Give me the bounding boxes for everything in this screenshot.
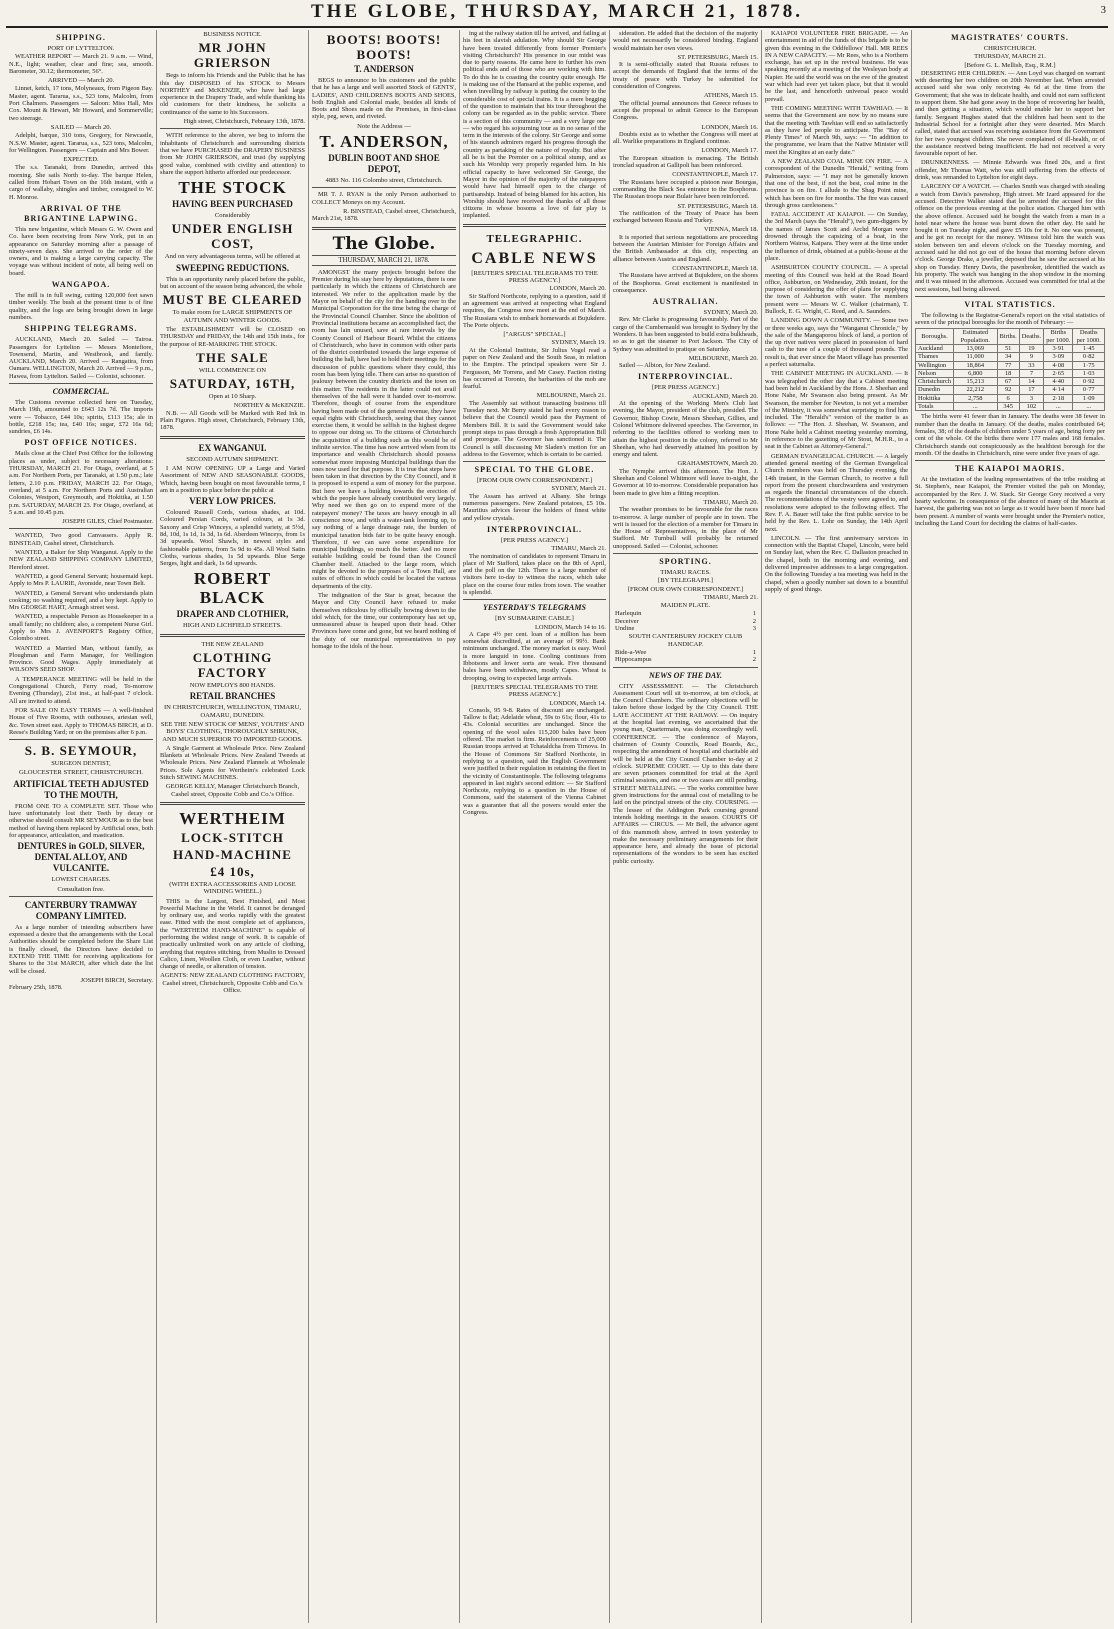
sailed-heading: SAILED — March 20.: [50, 123, 112, 131]
table-cell: 0·82: [1073, 353, 1105, 361]
table-cell: 18: [997, 369, 1019, 377]
dublin-address: 4883 No. 116 Colombo street, Christchurch.: [325, 177, 443, 185]
grierson-address: High street, Christchurch, February 13th, 1878.: [183, 118, 305, 126]
commercial-text: The Customs revenue collected here on Tuesday, March 19th, amounted to £643 12s 7d. The imports were — Tobacco, £44 10s; spirits, £113 15s; ale in bottle, £218 15s; tea, £40 16s; sugar, £72 16s 6d; sundries, £6 14s.: [9, 398, 153, 436]
maiden-plate-results: [613, 610, 758, 632]
wertheim-agents: AGENTS: NEW ZEALAND CLOTHING FACTORY, Cashel street, Christchurch, Opposite Cobb and Co.'s Office.: [160, 972, 305, 995]
post-office-text: Mails close at the Chief Post Office for the following places as under, subject to necessary alterations: THURSDAY, MARCH 21. For Otago, overland, at 5 a.m. For Northern Ports, per Taranaki, at 1.50 p.m.; late letters, 2.10 p.m. FRIDAY, MARCH 22. For Otago, overland, at 5 a.m. For Northern Ports and Australian Colonies, Westport, Greymouth, and Hokitika, at 1.50 p.m. SATURDAY, MARCH 23. For Otago, overland, at 5 a.m. and 10.45 p.m.: [9, 450, 153, 516]
shipping-telegrams-heading: SHIPPING TELEGRAMS.: [24, 324, 138, 334]
cable-item: The Russians have arrived at Bujukdere, on the shores of the Bosphorus. Great excitement is manifested in consequence.: [613, 272, 758, 294]
page-number: 3: [1100, 4, 1106, 16]
stock-heading: THE STOCK: [178, 178, 287, 198]
horse-name: Bide-a-Wee: [615, 648, 647, 656]
column-1: [6, 30, 156, 1623]
table-cell: 22,212: [954, 386, 998, 394]
cable-item: The ratification of the Treaty of Peace has been exchanged between Russia and Turkey.: [613, 209, 758, 225]
table-cell: 11,000: [954, 353, 998, 361]
divider: [9, 528, 153, 529]
dateline: ST. PETERSBURG, March 15.: [677, 53, 758, 61]
cable-item: The Russians have occupied a pistoon near Bourgas, commanding the Black Sea entrance to the Bosphorus. The Russian troops near Bulair have been reinforced.: [613, 178, 758, 201]
table-cell: 77: [997, 361, 1019, 369]
table-cell: 6: [997, 394, 1019, 402]
table-cell: 3·91: [1044, 344, 1073, 352]
column-header: Deaths.: [1019, 329, 1043, 345]
classified-ad: WANTED a Married Man, without family, as Ploughman and Farm Manager, for Wellington Province. Good Wages. Apply immediately at WILSON'S SEED SHOP.: [9, 644, 153, 674]
stock-considerably: Considerably: [214, 212, 251, 220]
table-cell: 15,213: [954, 378, 998, 386]
vital-statistics-heading: VITAL STATISTICS.: [964, 299, 1056, 309]
placing: 1: [752, 610, 756, 618]
dateline-london-2: LONDON, March 14 to 16.: [535, 623, 606, 631]
post-office-heading: POST OFFICE NOTICES.: [24, 438, 138, 448]
table-cell: 1·03: [1073, 369, 1105, 377]
divider: [160, 634, 305, 637]
kaiapoi-heading: THE KAIAPOI MAORIS.: [955, 464, 1065, 474]
sweeping-reductions: SWEEPING REDUCTIONS.: [175, 262, 290, 273]
sale-heading: THE SALE: [196, 349, 269, 365]
very-low-prices: VERY LOW PRICES.: [189, 496, 276, 507]
dateline: SYDNEY, March 20.: [703, 309, 758, 317]
table-row: [916, 394, 1105, 402]
expected-heading: EXPECTED.: [63, 156, 99, 164]
wangapoa-heading: WANGAPOA.: [51, 280, 111, 290]
horse-name: Hippocampus: [615, 656, 652, 664]
dublin-depot: DUBLIN BOOT AND SHOE DEPOT,: [328, 153, 440, 175]
seymour-consult: Consultation free.: [57, 885, 105, 893]
editorial-dateline: THURSDAY, MARCH 21, 1878.: [312, 255, 456, 266]
anderson-name: T. ANDERSON: [354, 64, 414, 74]
cable-item: It is reported that serious negotiations are proceeding between the Austrian Minister for Foreign Affairs and the British Ambassador at this city, respecting an alliance between Austria and England.: [613, 233, 758, 263]
nz-clothing-see: SEE THE NEW STOCK OF MENS', YOUTHS' AND BOYS' CLOTHING, THOROUGHLY SHRUNK, AND MUCH SUPERIOR TO IMPORTED GOODS.: [160, 720, 305, 743]
note-address: Note the Address —: [357, 122, 411, 130]
robert-black-address: HIGH AND LICHFIELD STREETS.: [183, 622, 282, 630]
result-row: [613, 656, 758, 663]
court-before: [Before G. L. Mellish, Esq., R.M.]: [964, 61, 1056, 69]
christchurch-heading: CHRISTCHURCH.: [983, 45, 1037, 52]
horse-name: Deceiver: [615, 617, 639, 625]
dateline: ST. PETERSBURG, March 18.: [677, 202, 758, 210]
dateline: CONSTANTINOPLE, March 17.: [672, 171, 758, 179]
australian-text: Rev. Mr Clarke is progressing favourably. Part of the cargo of the Cumbemauld was brought to Sydney by the Wonders. It has been suggested to build extra bulkheads, so as to get the steamer to Port Jackson. The City of Sydney was admitted to pratique on Saturday.: [613, 316, 759, 353]
table-cell: 3·09: [1044, 353, 1073, 361]
column-5: [609, 30, 761, 1623]
seymour-charges: LOWEST CHARGES.: [51, 876, 111, 884]
seymour-heading: ARTIFICIAL TEETH ADJUSTED TO THE MOUTH,: [13, 778, 149, 800]
sale-signature: NORTHEY & McKENZIE.: [233, 402, 305, 410]
divider: [9, 739, 153, 740]
table-cell: Auckland: [916, 344, 954, 352]
wertheim-text: THIS is the Largest, Best Finished, and Most Powerful Machine in the World. It cannot be deranged by ordinary use, and works rapidly with the greatest ease. Fitted with the most complete set of appliances, the "WERTHEIM HAND-MACHINE" is capable of performing the widest range of work. It is capable of practically unlimited work on any article of clothing, anything that requires stitching, from Muslin to Dressed Calico, Linen, Woollen Cloth, or even Leather, without change of needle, or alteration of tension.: [160, 897, 305, 971]
divider: [160, 802, 305, 805]
divider: [915, 460, 1105, 461]
table-cell: 34: [997, 353, 1019, 361]
divider: [9, 896, 153, 897]
divider: [463, 224, 606, 227]
port-heading: PORT OF LYTTELTON.: [47, 45, 115, 52]
magistrates-heading: MAGISTRATES' COURTS.: [951, 33, 1069, 42]
table-row: [916, 361, 1105, 369]
argus-note: ["ARGUS" SPECIAL.]: [503, 331, 566, 339]
table-row: [916, 344, 1105, 352]
column-7: [911, 30, 1108, 1623]
table-cell: 51: [997, 344, 1019, 352]
stock-subheading: HAVING BEEN PURCHASED: [172, 199, 293, 210]
table-cell: Thames: [916, 353, 954, 361]
ryan-date: March 21st, 1878.: [312, 215, 359, 223]
nz-clothing-branches: RETAIL BRANCHES: [189, 691, 276, 702]
telegraph-note: [BY TELEGRAPH.]: [658, 577, 713, 585]
nz-clothing-towns: IN CHRISTCHURCH, WELLINGTON, TIMARU, OAMARU, DUNEDIN.: [163, 704, 301, 719]
editorial-continued: ing at the railway station till he arrived, and failing at his feet in slavish adulation. Why should Sir George have been treated differently from former Premier's visiting Christchurch? His presence in our midst was due to party reasons. He came here to further his own political ends and of those who are working with him. To do this he is coasting the country quite enough. He is making use of the Hansard at the public expense, and when travelling by railway is putting the country to the considerable cost of special trains. It is a mere begging of the question to maintain that his tour throughout the colony can be regarded as in the public service. There is a section of this community — and a very large one — who regard his sojourning tour as in no sense of the term in the interests of the colony. Sir George and some of his staunch admirers regard his progress through the country as partaking of the nature of royalty. But after all he is but the Premier on a political stump, and as such his Worship very properly regarded him. In his official capacity to have welcomed Sir George, the Mayor in the opinion of the majority of the ratepayers would have had himself open to the charge of partisanship. Instead of being blamed for his action, his Worship should have received the thanks of all those citizens in whose bosoms a love of fair play is implanted.: [463, 30, 606, 220]
special-source: [FROM OUR OWN CORRESPONDENT.]: [476, 477, 593, 485]
table-cell: 102: [1019, 403, 1043, 411]
placing: 1: [752, 648, 756, 656]
table-cell: ...: [1044, 403, 1073, 411]
divider: [463, 461, 606, 462]
expected-text: The s.s. Taranaki, from Dunedin, arrived this morning. She sails North to-day. The barque Helen, called from Hobart Town on the 16th instant, with a cargo of wallaby, shingles and timber, consigned to W. H. Monroe.: [9, 164, 153, 201]
wertheim-heading: WERTHEIM: [179, 808, 286, 828]
table-cell: 1·75: [1073, 361, 1105, 369]
dateline-sydney: SYDNEY, March 19.: [551, 339, 606, 347]
divider: [463, 599, 606, 600]
robert-black-name: ROBERT BLACK: [193, 569, 272, 608]
sale-commence: WILL COMMENCE ON: [198, 366, 267, 374]
intercolonial-text: The nomination of candidates to represent Timaru in place of Mr Stafford, takes place on the 8th of April, and the poll on the 12th. There is a large number of visitors here to-day to witness the races, which take place on the course four miles from town. The weather is splendid.: [463, 552, 606, 596]
arrival-heading: ARRIVAL OF THE BRIGANTINE LAPWING.: [24, 203, 138, 223]
newspaper-title: THE GLOBE, THURSDAY, MARCH 21, 1878.: [310, 1, 804, 22]
timaru-races-heading: TIMARU RACES.: [660, 569, 711, 576]
news-item: FATAL ACCIDENT AT KAIAPOI. — On Sunday, the 3rd March (says the "Herald"), two gum-diggers by the names of James Scott and Archd Morgan were drowned through the capsizing of a boat, in the Northern Wairoa, Kaipara. They were at the time under the influence of drink, obtained at a public-house at the place.: [765, 211, 908, 262]
table-cell: 13,069: [954, 344, 998, 352]
seymour-address: GLOUCESTER STREET, CHRISTCHURCH.: [18, 769, 144, 777]
dateline: TIMARU, March 21.: [703, 593, 758, 601]
shipping-telegrams-text: AUCKLAND, March 20. Sailed — Tairoa. Passengers for Lyttelton — Messrs Montefiore, Townsend, Martin, and Westbrook, and family. AUCKLAND, March 20. Arrived — Rangatira, from Oamaru. WELLINGTON, March 20. Arrived — 9 p.m., Hawea, from Lyttelton. Sailed — Colonist, schooner.: [9, 336, 153, 380]
special-heading: SPECIAL TO THE GLOBE.: [474, 465, 595, 475]
column-4: [459, 30, 609, 1623]
shipping-heading: SHIPPING.: [56, 33, 106, 42]
dateline-melbourne: MELBOURNE, March 21.: [536, 392, 606, 400]
business-notice-heading: BUSINESS NOTICE.: [203, 31, 262, 38]
wertheim-price: £4 10s,: [210, 863, 255, 879]
australian-heading: AUSTRALIAN.: [652, 297, 719, 307]
tramway-text: As a large number of intending subscribers have expressed a desire that the arrangements with the Local Authorities should be completed before the Share List is finally closed, the Directors have decided to EXTEND THE TIME for receiving applications for Shares to the 31st MARCH, after which date the list will be closed.: [9, 923, 153, 975]
wertheim-accessories: (WITH EXTRA ACCESSORIES AND LOOSE WINDING WHEEL.): [169, 880, 296, 896]
stock-text-2: This is an opportunity rarely placed before the public, but on account of the season being advanced, the whole: [160, 275, 305, 291]
dateline-london: LONDON, March 20.: [549, 285, 606, 293]
placing: 2: [752, 617, 756, 625]
table-cell: 1·09: [1073, 394, 1105, 402]
yesterday-heading: YESTERDAY'S TELEGRAMS: [483, 603, 586, 613]
sale-saturday: SATURDAY, 16TH,: [169, 376, 296, 392]
nz-clothing-factory: CLOTHING FACTORY: [192, 650, 273, 681]
result-row: [613, 649, 758, 656]
must-text: To make room for LARGE SHIPMENTS OF AUTUMN AND WINTER GOODS.: [172, 309, 293, 324]
sale-note: N.B. — All Goods will be Marked with Red Ink in Plain Figures. High street, Christchurch, February 13th, 1878.: [160, 409, 305, 432]
nz-clothing-employs: NOW EMPLOYS 800 HANDS.: [189, 682, 276, 690]
table-cell: Wellington: [916, 361, 954, 369]
table-header-row: [916, 329, 1105, 345]
tramway-date: February 25th, 1878.: [9, 984, 63, 992]
intercolonial-heading: INTERPROVINCIAL.: [487, 524, 582, 534]
news-of-the-day-heading: NEWS OF THE DAY.: [648, 670, 723, 680]
court-case: LARCENY OF A WATCH. — Charles Smith was charged with stealing a watch from Davis's pawnshop, High street. Mr Izard appeared for the accused. Detective Walker stated that he arrested the accused for this offence on the previous evening at the police station. Charged him with the above offence. Accused said he bought the watch from a man in a hotel near where the house was burnt down the other day. He said he bought it on Tuesday night, and gave £5 10s for it. No one was present, and he got no receipt for the money. Witness told him the watch was stolen between ten and eleven o'clock on the Tuesday morning, and accused said he did not go out of the house that morning before eleven o'clock. George Drake, a jeweller, deposed that he saw the accused at his shop on Tuesday. Henry Davis, the pawnbroker, identified the watch as his property. The watch was hanging in the shop window in the morning and it was missed in the afternoon. Accused was committed for trial at the next sessions, bail being allowed.: [915, 183, 1105, 293]
dateline-london-3: LONDON, March 14.: [549, 699, 606, 707]
table-cell: Totals: [916, 403, 954, 411]
news-item: GERMAN EVANGELICAL CHURCH. — A largely attended general meeting of the German Evangelical Church members was held on Thursday evening, the 14th instant, in the German Church, to receive a full report from the present churchwardens and vestrymen as regards the financial circumstances of the church. The recommendations of the vestry were agreed to, and resolutions were adopted to the following effect. The Rev. F. A. Bauer will take the first public service to be held by the Rev. L. Lohr on Sunday, the 14th April next.: [765, 452, 908, 533]
nz-clothing-text: A Single Garment at Wholesale Price. New Zealand Blankets at Wholesale Prices. New Zealand Tweeds at Wholesale Prices. New Zealand Flannels at Wholesale Prices. Sole Agents for Wertheim's celebrated Lock Stitch SEWING MACHINES.: [160, 744, 305, 782]
anderson-text: BEGS to announce to his customers and the public that he has a large and well assorted Stock of GENTS', LADIES', AND CHILDREN'S BOOTS AND SHOES, both English and Colonial made, besides all kinds of Boots and Shoes made on the Premises, in first-class style, peg, sewn, and riveted.: [312, 77, 456, 121]
arrival-text: This new brigantine, which Messrs G. W. Owen and Co. have been receiving from New York, put in an appearance on Saturday morning after a passage of ninety-seven days. She arrived to the order of the owners, and is making a large carrying capacity. The voyage was without incident of note, all being well on board.: [9, 225, 153, 277]
result-row: [613, 625, 758, 632]
table-cell: 9: [1019, 353, 1043, 361]
sporting-heading: SPORTING.: [659, 557, 712, 566]
interprovincial-text-2: The Nymphe arrived this afternoon. The Hon. J. Sheehan and Colonel Whitmore will leave to-night, the Governor at 10 to-morrow. Considerable preparation has been made to give him a fitting reception.: [613, 467, 758, 497]
dateline: GRAHAMSTOWN, March 20.: [677, 460, 758, 468]
result-row: [613, 610, 758, 617]
column-3: [308, 30, 459, 1623]
table-cell: 4·40: [1044, 378, 1073, 386]
horse-name: Undine: [615, 625, 635, 633]
cable-text-2: At the Colonial Institute, Sir Julius Vogel read a paper on New Zealand and the South Seas, in relation to the Empire. The principal speakers were Sir J. Fergusson, Mr Torrens, and Mr Casey. Faction rioting has occurred at Toronto, the barbarities of the mob are fearful.: [463, 346, 606, 391]
yesterday-text: A Cape 4½ per cent. loan of a million has been somewhat discredited, at an average of 99½. Bank minimum unchanged. The money market is easy. Wool is more languid in tone. Cooling continues from Ibbotsons and lower sorts are weak. Five thousand bales have been withdrawn, mostly Capes. Wheat is drooping, owing to expected large arrivals.: [463, 630, 606, 682]
tramway-heading: CANTERBURY TRAMWAY COMPANY LIMITED.: [24, 899, 138, 921]
court-case: DRUNKENNESS. — Minnie Edwards was fined 20s, and a first offender, Mr Thomas Watt, who was still suffering from the effects of drink, was remanded to Lyttelton for eight days.: [915, 159, 1105, 182]
cable-text: Sir Stafford Northcote, replying to a question, said if an agreement was arrived at respecting what England requires, the Congress now meet at the end of March. The Russians wish to embark homewards at Bujukdere. The Porte objects.: [463, 292, 606, 329]
stock-text: And on very advantageous terms, will be offered at: [164, 253, 301, 261]
masthead: [6, 0, 1108, 28]
cable-item: The official journal announces that Greece refuses to accept the proposal to admit Greece to the European Congress.: [613, 99, 758, 122]
news-item: LINCOLN. — The first anniversary services in connection with the Baptist Chapel, Lincoln, were held on Sunday last, when the Rev. C. Dallaston preached in the chapel, both in the morning and evening, and delivered impressive addresses to a large congregation. On the following Tuesday a tea meeting was held in the chapel, when a goodly number sat down to a bountiful supply of good things.: [765, 534, 908, 593]
wanganui-text: I AM NOW OPENING UP a Large and Varied Assortment of NEW AND SEASONABLE GOODS, Which, having been bought on most favourable terms, I am in a position to place before the public at: [160, 464, 305, 494]
nz-clothing-heading: THE NEW ZEALAND: [201, 640, 264, 648]
news-item: A NEW ZEALAND COAL MINE ON FIRE. — A correspondent of the Dunedin "Herald," writing from Palmerston, says: — "I may not be generally known that one of the best, if not the best, coal mine in the province is on fire. I allude to the Shag Point mine, which has been on fire for months. The fire was caused through gross carelessness.": [765, 158, 908, 209]
cable-item: Doubts exist as to whether the Congress will meet at all. Warlike preparations in England continue.: [613, 130, 758, 146]
interprovincial-heading: INTERPROVINCIAL.: [638, 372, 733, 382]
divider: [160, 436, 305, 439]
dateline: LONDON, March 17.: [701, 147, 758, 155]
dateline: CONSTANTINOPLE, March 18.: [672, 264, 758, 272]
dateline-sydney-2: SYDNEY, March 21.: [551, 485, 606, 493]
maiden-plate-heading: MAIDEN PLATE.: [660, 602, 711, 610]
must-be-cleared: MUST BE CLEARED: [162, 292, 303, 308]
column-header: Estimated Population.: [954, 329, 998, 345]
table-cell: Nelson: [916, 369, 954, 377]
establishment-text: The ESTABLISHMENT will be CLOSED on THURSDAY and FRIDAY, the 14th and 15th insts., for the purpose of RE-MARKING THE STOCK.: [160, 325, 305, 348]
handmachine-heading: HAND-MACHINE: [173, 846, 292, 862]
globe-editorial-title: The Globe.: [332, 233, 436, 254]
news-item: KAIAPOI VOLUNTEER FIRE BRIGADE. — An entertainment in aid of the funds of this brigade is to be given this evening in the Oddfellows' Hall. MR REES IN A NEW CAPACITY. — Mr Rees, who is a Northern exchange, has set up in the revival business. He was speaking recently at a meeting of the Wesleyan body at Napier. He said the world was on the eve of the greatest war which had ever yet taken place, but that it would be the last, and henceforth universal peace would prevail.: [765, 30, 908, 103]
dateline: TIMARU, March 20.: [703, 498, 758, 506]
table-cell: 17: [1019, 386, 1043, 394]
dateline-timaru: TIMARU, March 21.: [551, 545, 606, 553]
editorial-text: AMONGST the many projects brought before the Premier during his stay here by deputations, there is one particularly in which the citizens of Christchurch are interested. We refer to the application made by the Mayor on behalf of the city for the handing over to the Municipal Corporation for the time being the charge of the Provincial Council Chamber. Since the abolition of Provincial institutions became an accomplished fact, the room has lain unused, save at rare intervals by the County Council of Harbour Board. Whilst the citizens of Christchurch, who have in common with other parts of the district contributed towards the large expense of building the hall, have had to hold their meetings for the discussion of public questions where they could, this room has been lying idle. There can arise no question of jealousy between the country districts and the town on this matter. The residents in the latter could not avail themselves of the hall were it handed over to-morrow. Therefore, though of course from the expenditure having been made out of the general revenue, they have equal rights with Christchurch, seeing that they cannot exercise them, it would be selfish in the highest degree to oppose our doing so. To the citizens of Christchurch the acquisition of a building such as this would be of infinite service. The time has now arrived when from its importance and wealth Christchurch should possess somewhat more imposing Municipal buildings than the ones now used for that purpose. It is true that steps have been taken in that direction by the City Council, and it is proposed to expend a sum of money for the purpose. But here we have a building towards the erection of which the people have already contributed very largely. Why need we then go on to expend more of the ratepayers' money? The taxes are heavy enough in all conscience now, and with a water-tank looming up, to say nothing of a large drainage rate, the burden of municipal taxation bids fair to be quite heavy enough. Therefore, if we can save some expenditure for municipal buildings, so much the better. And no more suitable building could be found than the Council Chamber itself. Attached to the large room, which might be devoted to the purposes of a Town Hall, are suites of offices in which could be located the various departments of the city.: [312, 268, 456, 590]
result-row: [613, 618, 758, 625]
dateline: ATHENS, March 15.: [704, 92, 758, 100]
table-cell: 2·18: [1044, 394, 1073, 402]
editorial-text-2: The indignation of the Star is great, because the Mayor and City Council have refused to make themselves ridiculous by officially bowing down to the idol which, for the time, our contemporary has set up, unmeasured abuse is heaped upon their head. Other Provinces have come and gone, but we heard nothing of the duty of our municipal representatives to pay homage to the idols of the hour.: [312, 591, 456, 650]
robert-black-title: DRAPER AND CLOTHIER,: [176, 609, 289, 620]
table-row: [916, 378, 1105, 386]
classified-ad: WANTED, a General Servant who understands plain cooking; no washing required, and a boy kept. Apply to Mrs GEORGE HART, Armagh street west.: [9, 589, 153, 612]
classified-ad: A TEMPERANCE MEETING will be held in the Congregational Church, Ferry road, To-morrow Evening (Thursday), 21st inst., at half-past 7 o'clock. All are invited to attend.: [9, 675, 153, 705]
dateline: AUCKLAND, March 20.: [692, 392, 758, 400]
classified-ad: WANTED, Two good Canvassers. Apply R. BINSTEAD, Cashel street, Christchurch.: [9, 532, 153, 547]
table-cell: 1·45: [1073, 344, 1105, 352]
tramway-signature: JOSEPH BIRCH, Secretary.: [80, 976, 153, 984]
court-case: DESERTING HER CHILDREN. — Ann Loyd was charged on warrant with deserting her two children on 20th November last. When arrested accused said she was only receiving 4s 6d at the time from the Government; that she was in delicate health, and could not earn sufficient to support them. She had gone away in the hope of recovering her health, and then getting a situation, which would enable her to support her family. Sergeant Hughes stated that the children had been sent to the Industrial School for a fortnight after they were deserted. Mrs March called, stated that accused was receiving assistance from the Government for her two youngest children. She never complained of ill-health, or of the assistance received being insufficient. He had not received a very favourable report of her.: [915, 69, 1105, 158]
table-cell: 0·77: [1073, 386, 1105, 394]
table-cell: 14: [1019, 378, 1043, 386]
divider: [160, 128, 305, 129]
commercial-heading: COMMERCIAL.: [52, 386, 110, 396]
dateline: VIENNA, March 18.: [704, 226, 758, 234]
wanganui-subheading: SECOND AUTUMN SHIPMENT.: [186, 455, 279, 463]
column-2: [156, 30, 308, 1623]
wanganui-heading: EX WANGANUI.: [198, 442, 267, 453]
cable-continued: sideration. He added that the decision of the majority would not necessarily be considered binding. England would maintain her own views.: [613, 30, 758, 52]
vital-intro: The following is the Registrar-General's report on the vital statistics of seven of the principal boroughs for the month of February: —: [915, 311, 1105, 327]
table-cell: ...: [954, 403, 998, 411]
seymour-text: FROM ONE TO A COMPLETE SET. Those who have unfortunately lost their Teeth by decay or otherwise should consult MR SEYMOUR as to the best method of having them replaced by Artificial ones, both for appearance, articulation, and mastication.: [9, 802, 153, 839]
seymour-dentures: DENTURES in GOLD, SILVER, DENTAL ALLOY, AND VULCANITE.: [17, 841, 145, 874]
newspaper-page: [6, 30, 1108, 1623]
table-cell: 33: [1019, 361, 1043, 369]
divider: [915, 296, 1105, 297]
cable-item: The European situation is menacing. The British ironclad squadron at Gallipoli has been reinforced.: [613, 154, 758, 170]
boots-heading: BOOTS! BOOTS! BOOTS!: [326, 32, 442, 62]
classified-ad: WANTED, a respectable Person as Housekeeper in a small family; no children; also, a competent Nurse Girl. Apply to Mrs J. AVENPORT'S Registry Office, Colombo street.: [9, 613, 153, 643]
divider: [312, 227, 456, 230]
reference-text: WITH reference to the above, we beg to inform the inhabitants of Christchurch and surrounding districts that we have PURCHASED the DRAPERY BUSINESS from Mr JOHN GRIERSON, and trust (by supplying good value, combined with civility and attention) to share the support hitherto afforded our predecessor.: [160, 132, 305, 176]
divider: [613, 667, 758, 668]
table-cell: 0·92: [1073, 378, 1105, 386]
news-item: LANDING DOWN A COMMUNITY. — Some two or three weeks ago, says the "Wanganui Chronicle," by the sale of the Mangaporou block of land, a portion of the up river natives were placed in possession of hard cash to the tune of a couple of thousand pounds. The result is, that ever since the Maori village has presented a perfect saturnalia.: [765, 317, 908, 369]
placing: 3: [752, 625, 756, 633]
wangapoa-text: The mill is in full swing, cutting 120,000 feet sawn timber weekly. The bush at the present time is of fine quality, and the logs are being brought down in large numbers.: [9, 292, 153, 321]
table-cell: 6,800: [954, 369, 998, 377]
column-header: Births.: [997, 329, 1019, 345]
divider: [9, 383, 153, 384]
placing: 2: [752, 656, 756, 664]
classified-ad: WANTED, a good General Servant; housemaid kept. Apply to Mrs P. LAURIE, Avonside, near Town Belt.: [9, 572, 153, 588]
cable-item: It is semi-officially stated that Russia refuses to accept the demands of England that the terms of the treaty of peace with Turkey be submitted for consideration of Congress.: [613, 61, 758, 91]
dateline: LONDON, March 16.: [701, 123, 758, 131]
table-cell: 2·65: [1044, 369, 1073, 377]
interprovincial-text: At the opening of the Working Men's Club last evening, the Mayor, president of the club, presided. The Governor, Bishop Cowie, Messrs Sheehan, Gillies, and Colonel Whitmore delivered speeches. The Governor, in referring to the facilities offered to working men to attain the highest position in the colony, referred to Mr Sheehan, who had deservedly attained his position by energy and talent.: [613, 400, 758, 459]
table-cell: 19: [1019, 344, 1043, 352]
table-total-row: [916, 403, 1105, 411]
cable-news-heading: CABLE NEWS: [471, 249, 598, 267]
table-cell: Christchurch: [916, 378, 954, 386]
table-cell: 18,864: [954, 361, 998, 369]
yesterday-text-2: Consols, 95 9-8. Rates of discount are unchanged. Tallow is flat; Adelaide wheat, 59s to 61s; flour, 41s to 43s. Colonial securities are unchanged. Since the opening of the wool sales 115,200 bales have been offered. The market is firm. Reinforcements of 25,000 Russian troops arrived at Tchataldcha from Tirnova. In the House of Commons Sir Stafford Northcote, in replying to a question, said the English Government were justified in their regulation in retaining the fleet in the vicinity of Constantinople. The following telegrams appeared in last night's second edition: — Sir Stafford Northcote, replying to a question in the House of Commons, said the statement of the Vienna Cabinet was a guarantee that all the powers would enter the Congress.: [463, 706, 606, 817]
table-cell: 7: [1019, 369, 1043, 377]
classified-ad: FOR SALE ON EASY TERMS — A well-finished House of Five Rooms, with outhouses, artesian well, &c. Town street east. Apply to THOMAS BIRCH, at D. Reese's Building Yard; or on the premises after 6 p.m.: [9, 706, 153, 736]
lockstitch-heading: LOCK-STITCH: [181, 829, 284, 845]
divider: [613, 553, 758, 554]
vital-statistics-table: [915, 328, 1105, 411]
reuter-note: [REUTER'S SPECIAL TELEGRAMS TO THE PRESS AGENCY.]: [471, 269, 598, 285]
kaiapoi-text: At the invitation of the leading representatives of the tribe residing at St. Stephen's, near Kaiapoi, the Premier visited the pah on Monday, accompanied by the Rev. J. W. Stack. Sir George Grey received a very hearty welcome. In consequence of the absence of many of the Maoris at harvest, the gathering was not so large as it would have been if more had been present. A number of wants were brought under the Premier's notice, including the Land Court for deciding the claims of half-castes.: [915, 476, 1105, 527]
table-row: [916, 369, 1105, 377]
arrived-text: Linnet, ketch, 17 tons, Molyneaux, from Pigeon Bay. Master, agent. Tararua, s.s., 523 tons, Malcolm, from Port Chalmers. Passengers — Saloon: Miss Hall, Mrs Cox. Mount & Hewart, Mr Howard, and Sommerville; two steerage.: [9, 85, 153, 122]
cable-text-3: The Assembly sat without transacting business till Tuesday next. Mr Berry stated he had every reason to believe that the Council would pass the Payment of Members Bill. It is said the Government would take prompt steps to pass through a fresh Appropriation Bill and prorogue. The Governor has sanctioned it. The Council is still discussing Mr Sladen's motion for an address to the Governor, which is certain to be carried.: [463, 399, 606, 458]
divider: [312, 187, 456, 188]
reuter-note-2: [REUTER'S SPECIAL TELEGRAMS TO THE PRESS AGENCY.]: [471, 683, 598, 699]
ryan-signature: R. BINSTEAD, Cashel street, Christchurch,: [343, 207, 456, 215]
nz-clothing-signature: GEORGE KELLY, Manager Christchurch Branch, Cashel street, Opposite Cobb and Co.'s Office.: [165, 783, 300, 798]
handicap-heading: SOUTH CANTERBURY JOCKEY CLUB HANDICAP.: [628, 633, 743, 648]
grierson-name: MR JOHN GRIERSON: [193, 40, 272, 71]
news-item: ASHBURTON COUNTY COUNCIL. — A special meeting of this Council was held at the Road Board office, Ashburton, on Wednesday, 20th instant, for the purpose of considering the offer of plans for supplying the town of Ashburton with water. The members present were — Messrs W. C. Walker (chairman), T. Bullock, E. G. Wright, C. Reed, and A. Saunders.: [765, 264, 908, 315]
postmaster-signature: JOSEPH GILES, Chief Postmaster.: [62, 518, 153, 526]
table-cell: 345: [997, 403, 1019, 411]
interprovincial-text-3: The weather promises to be favourable for the races to-morrow. A large number of people are in town. The writ is issued for the election of a member for Timaru in the House of Representatives, in the place of Mr Stafford. Mr Turnbull will probably be returned unopposed. Sailed — Colonist, schooner.: [613, 506, 758, 550]
special-text: The Assam has arrived at Albany. She brings numerous passengers. New Zealand potatoes, £5 10s. Mauritius advices favour the holders of finest white and yellow crystals.: [463, 492, 606, 522]
table-cell: 67: [997, 378, 1019, 386]
table-cell: 2,758: [954, 394, 998, 402]
under-english-cost: UNDER ENGLISH COST,: [171, 221, 294, 252]
table-cell: ...: [1073, 403, 1105, 411]
table-row: [916, 386, 1105, 394]
table-row: [916, 353, 1105, 361]
weather-report: WEATHER REPORT — March 21. 9 a.m. — Wind, N.E., light; weather, clear and fine; sea, smooth. Barometer, 30.12; thermometer, 56°.: [9, 53, 153, 75]
news-text: CITY ASSESSMENT. — The Christchurch Assessment Court will sit to-morrow, at ten o'clock, at the Council Chambers. The ordinary objections will be taken before those lodged by the City Council. THE LATE ACCIDENT AT THE RAILWAY. — On inquiry at the hospital last evening, we ascertained that the young man, Quartermain, was doing exceedingly well. CONFERENCE. — The conference of Mayors, chairmen of County Councils, Road Boards, &c., respecting the amendment of hospital and charitable aid will be held at the City Council Chamber to-day at 2 o'clock. SUPREME COURT. — Up to this date there are seven prisoners committed for trial at the April criminal sessions, and one or two cases are still pending. STREET METALLING. — The works committee have given instructions for the annual cost of metalling to be laid on the principal streets of the city. COURSING. — The lessee of the Addington Park coursing ground intends holding meetings in the season. COURTS OF AFFAIRS — CIRCUS. — Mr Bell, the advance agent of this mammoth show, arrived in town yesterday to make the necessary preliminary arrangements for their appearance here, and already the issue of pictorial representations of the wonders to be seen has excited public curiosity.: [613, 682, 758, 865]
anderson-big: T. ANDERSON,: [319, 132, 449, 152]
press-note: [PER PRESS AGENCY.]: [651, 384, 720, 392]
court-date: THURSDAY, MARCH 21.: [974, 53, 1046, 61]
table-cell: Hokitika: [916, 394, 954, 402]
submarine-note: [BY SUBMARINE CABLE.]: [495, 615, 574, 623]
table-cell: 92: [997, 386, 1019, 394]
grierson-text: Begs to inform his Friends and the Public that he has this day DISPOSED of his STOCK to Messrs NORTHEY and McKENZIE, who have had large experience in the Drapery Trade, and while thanking his old customers for their kindness, he solicits a continuance of the same to his Successors.: [160, 72, 305, 116]
column-header: Births per 1000.: [1044, 329, 1073, 345]
sale-time: Open at 10 Sharp.: [208, 393, 257, 401]
arrived-heading: ARRIVED — March 20.: [47, 77, 115, 85]
seymour-name: S. B. SEYMOUR,: [24, 743, 138, 759]
table-cell: 4·14: [1044, 386, 1073, 394]
australian-text-2: Sailed — Albion, for New Zealand.: [619, 362, 711, 370]
press-agency-note: [PER PRESS AGENCY.]: [500, 536, 569, 544]
horse-name: Harlequin: [615, 610, 642, 618]
seymour-title: SURGEON DENTIST,: [51, 760, 111, 768]
correspondent-note: [FROM OUR OWN CORRESPONDENT.]: [627, 585, 744, 593]
news-item: THE COMING MEETING WITH TAWHIAO. — It seems that the Government are now by no means sure that the meeting with Tawhiao will end so satisfactorily as they have led people to anticipate. The "Bay of Plenty Times" of March 9th, says: — "In addition to the programme, we learn that the Native Minister will meet the Kingites at an early date.": [765, 104, 908, 156]
classified-ad: WANTED, a Baker for Ship Wanganui. Apply to the NEW ZEALAND SHIPPING COMPANY LIMITED, Hereford street.: [9, 549, 153, 571]
column-header: Deaths per 1000.: [1073, 329, 1105, 345]
table-cell: 3: [1019, 394, 1043, 402]
telegraphic-heading: TELEGRAPHIC.: [486, 232, 583, 245]
wanganui-items: Coloured Russell Cords, various shades, at 10d. Coloured Persian Cords, varied colours, at 1s 3d. Saxony and Crisp Winceys, a splendid variety, at 5½d, 8d, 10d, 1s 1d, 1s 3d, 1s 6d. Aberdeen Winceys, from 1s 3d upwards. Wool Shawls, in newest styles and fashionable patterns, from 5s 9d to 45s. All Wool Satin Cloths, various shades, 1s 5d upwards. Blue Serge Serges, light and dark, 1s 6d upwards.: [160, 509, 305, 568]
sailed-text: Adelphi, barque, 310 tons, Gregory, for Newcastle, N.S.W. Master, agent. Tararua, s.s., 523 tons, Malcolm, for Wellington. Passengers — Captain and Mrs Bower.: [9, 132, 153, 154]
table-cell: 4·08: [1044, 361, 1073, 369]
news-item: THE CABINET MEETING IN AUCKLAND. — It was telegraphed the other day that a Cabinet meeting had been held in Auckland by the Hons. J. Sheehan and Hone Nahe, Mr Swanson also being present. As Mr Swanson, the member for Newton, is not yet a member of the Ministry, it was somewhat surprising to find him included. The "Herald's" version of the matter is as follows: — "The Hon. J. Sheehan, W. Swanson, and Hone Nahe held a Cabinet meeting yesterday morning, in reference to the gazetting of Mr Stout, M.H.R., to a seat in the Cabinet as Attorney-General.": [765, 370, 908, 451]
vital-text: The births were 41 fewer than in January. The deaths were 38 fewer in number than the deaths in January. Of the deaths, males contributed 64; females, 38; of the deaths of children under 5 years of age, being forty per cent of the whole. Of the births there were 177 males and 168 females. Christchurch stands out conspicuously as the healthiest borough for the month. Of the deaths in Christchurch, nine were under five years of age.: [915, 413, 1105, 457]
column-6: [761, 30, 911, 1623]
dateline: MELBOURNE, March 20.: [688, 354, 758, 362]
ryan-notice: MR T. J. RYAN is the only Person authorised to COLLECT Moneys on my Account.: [312, 191, 456, 206]
handicap-results: [613, 649, 758, 664]
column-header: Boroughs.: [916, 329, 954, 345]
table-cell: Dunedin: [916, 386, 954, 394]
